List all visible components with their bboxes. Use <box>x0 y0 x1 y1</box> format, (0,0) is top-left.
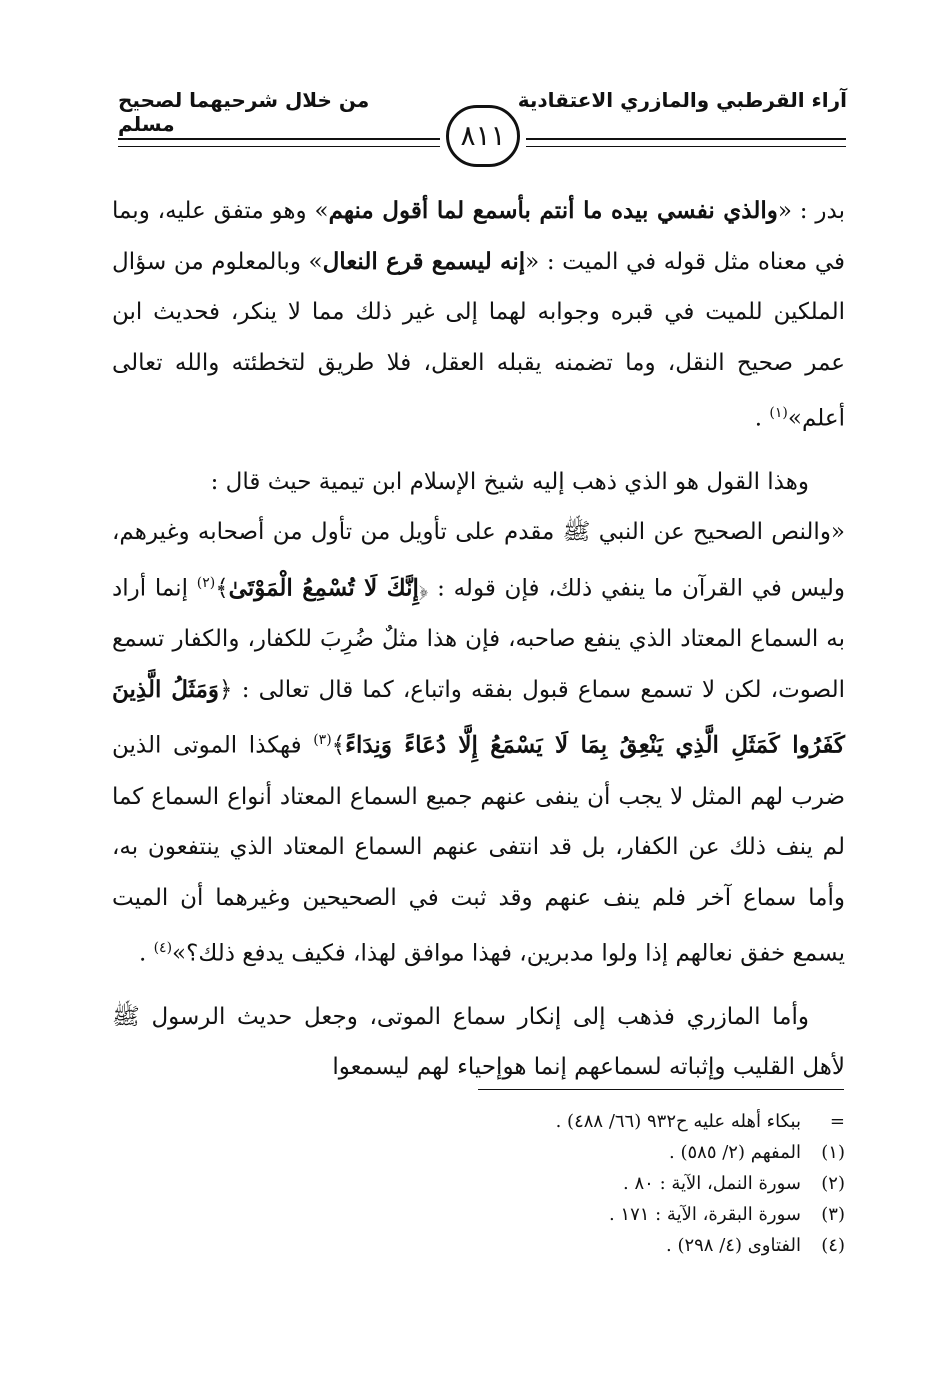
footnote-1 <box>300 1137 845 1168</box>
p1-text-c: » وبالمعلوم من سؤال الملكين للميت في قبره وجوابه لهما إلى غير ذلك مما لا ينكر، فحديث ابن عمر صحيح النقل، وما تضمنه يقبله العقل، فلا طريق لتخطئته والله تعالى أعلم» <box>112 248 845 433</box>
header-rule-right-bottom <box>526 146 846 147</box>
footnote-continuation-text: ببكاء أهله عليه ح٩٣٢ (٦٦/ ٤٨٨) . <box>555 1111 801 1132</box>
p3-text-a: «والنص الصحيح عن النبي ﷺ مقدم على تأويل من تأول من أصحابه وغيرهم، وليس في القرآن ما ينفي ذلك، فإن قوله : ﴿ <box>112 519 845 602</box>
p3-text-b: إنما أراد به السماع المعتاد الذي ينفع صاحبه، فإن هذا مثلٌ ضُرِبَ للكفار، والكفار تسمع الصوت، لكن لا تسمع سماع قبول بفقه واتباع، كما قال تعالى : ﴿ <box>112 575 845 703</box>
p2-text: وهذا القول هو الذي ذهب إليه شيخ الإسلام ابن تيمية حيث قال : <box>210 468 809 495</box>
footnote-ref-1[interactable]: (١) <box>769 405 788 422</box>
paragraph-1 <box>112 186 845 445</box>
quran-verse-1: إِنَّكَ لَا تُسْمِعُ الْمَوْتَىٰ <box>228 574 419 602</box>
footnote-continuation-mark: = <box>829 1111 845 1132</box>
footnote-3 <box>300 1199 845 1230</box>
footnote-4-text: الفتاوى (٤/ ٢٩٨) . <box>666 1235 801 1256</box>
footnote-3-mark: (٣) <box>821 1204 845 1225</box>
p3-text-d: . <box>138 940 154 967</box>
main-text <box>112 186 845 1093</box>
footnote-ref-4[interactable]: (٤) <box>153 940 173 957</box>
footnote-2-mark: (٢) <box>821 1173 845 1194</box>
header-rule-left-top <box>118 138 440 140</box>
running-header-subtitle: من خلال شرحيهما لصحيح مسلم <box>118 88 370 136</box>
footnotes <box>300 1106 845 1261</box>
p4-text: وأما المازري فذهب إلى إنكار سماع الموتى، وجعل حديث الرسول ﷺ لأهل القليب وإثباته لسماعهم إنما هوإحياء لهم ليسمعوا <box>112 1003 845 1081</box>
paragraph-3 <box>112 507 845 979</box>
footnote-4-mark: (٤) <box>821 1235 845 1256</box>
footnote-ref-2[interactable]: (٢) <box>196 574 216 591</box>
p1-text-b: » وهو متفق عليه، وبما في معناه مثل قوله في الميت : « <box>112 198 845 275</box>
footnote-2-text: سورة النمل، الآية : ٨٠ . <box>623 1173 801 1194</box>
p1-text-a: بدر : « <box>777 198 846 224</box>
footnote-continuation <box>300 1106 845 1137</box>
p3-bracket-2: ﴾ <box>331 732 346 759</box>
header-rule-left-bottom <box>118 146 440 147</box>
running-header-book-title: آراء القرطبي والمازري الاعتقادية <box>517 88 847 112</box>
footnote-1-text: المفهم (٢/ ٥٨٥) . <box>669 1142 801 1163</box>
paragraph-2 <box>112 457 845 508</box>
header-rule-right-top <box>526 138 846 140</box>
paragraph-4 <box>112 992 845 1093</box>
footnote-3-text: سورة البقرة، الآية : ١٧١ . <box>608 1204 801 1225</box>
footnote-2 <box>300 1168 845 1199</box>
p3-text-c: فهكذا الموتى الذين ضرب لهم المثل لا يجب أن ينفى عنهم جميع السماع المعتاد أنواع السماع كما لم ينف ذلك عن الكفار، بل قد انتفى عنهم السماع المعتاد الذي ينتفعون به، وأما سماع آخر فلم ينف عنهم وقد ثبت في الصحيحين وغيرهما أن الميت يسمع خفق نعالهم إذا ولوا مدبرين، فهذا موافق لهذا، فكيف يدفع ذلك؟» <box>112 732 845 967</box>
footnote-1-mark: (١) <box>821 1142 845 1163</box>
footnote-ref-3[interactable]: (٣) <box>313 732 332 749</box>
hadith-quote-2: إنه ليسمع قرع النعال <box>322 247 526 275</box>
p1-text-d: . <box>754 406 770 433</box>
page-number-badge: ٨١١ <box>446 105 520 167</box>
p3-bracket-1: ﴾ <box>215 575 229 602</box>
footnote-separator <box>478 1089 844 1090</box>
quran-verse-2: وَمَثَلُ الَّذِينَ كَفَرُوا كَمَثَلِ الَّذِي يَنْعِقُ بِمَا لَا يَسْمَعُ إِلَّا دُعَاءً وَنِدَاءً <box>112 675 845 759</box>
footnote-4 <box>300 1230 845 1261</box>
hadith-quote-1: والذي نفسي بيده ما أنتم بأسمع لما أقول منهم <box>328 197 778 224</box>
